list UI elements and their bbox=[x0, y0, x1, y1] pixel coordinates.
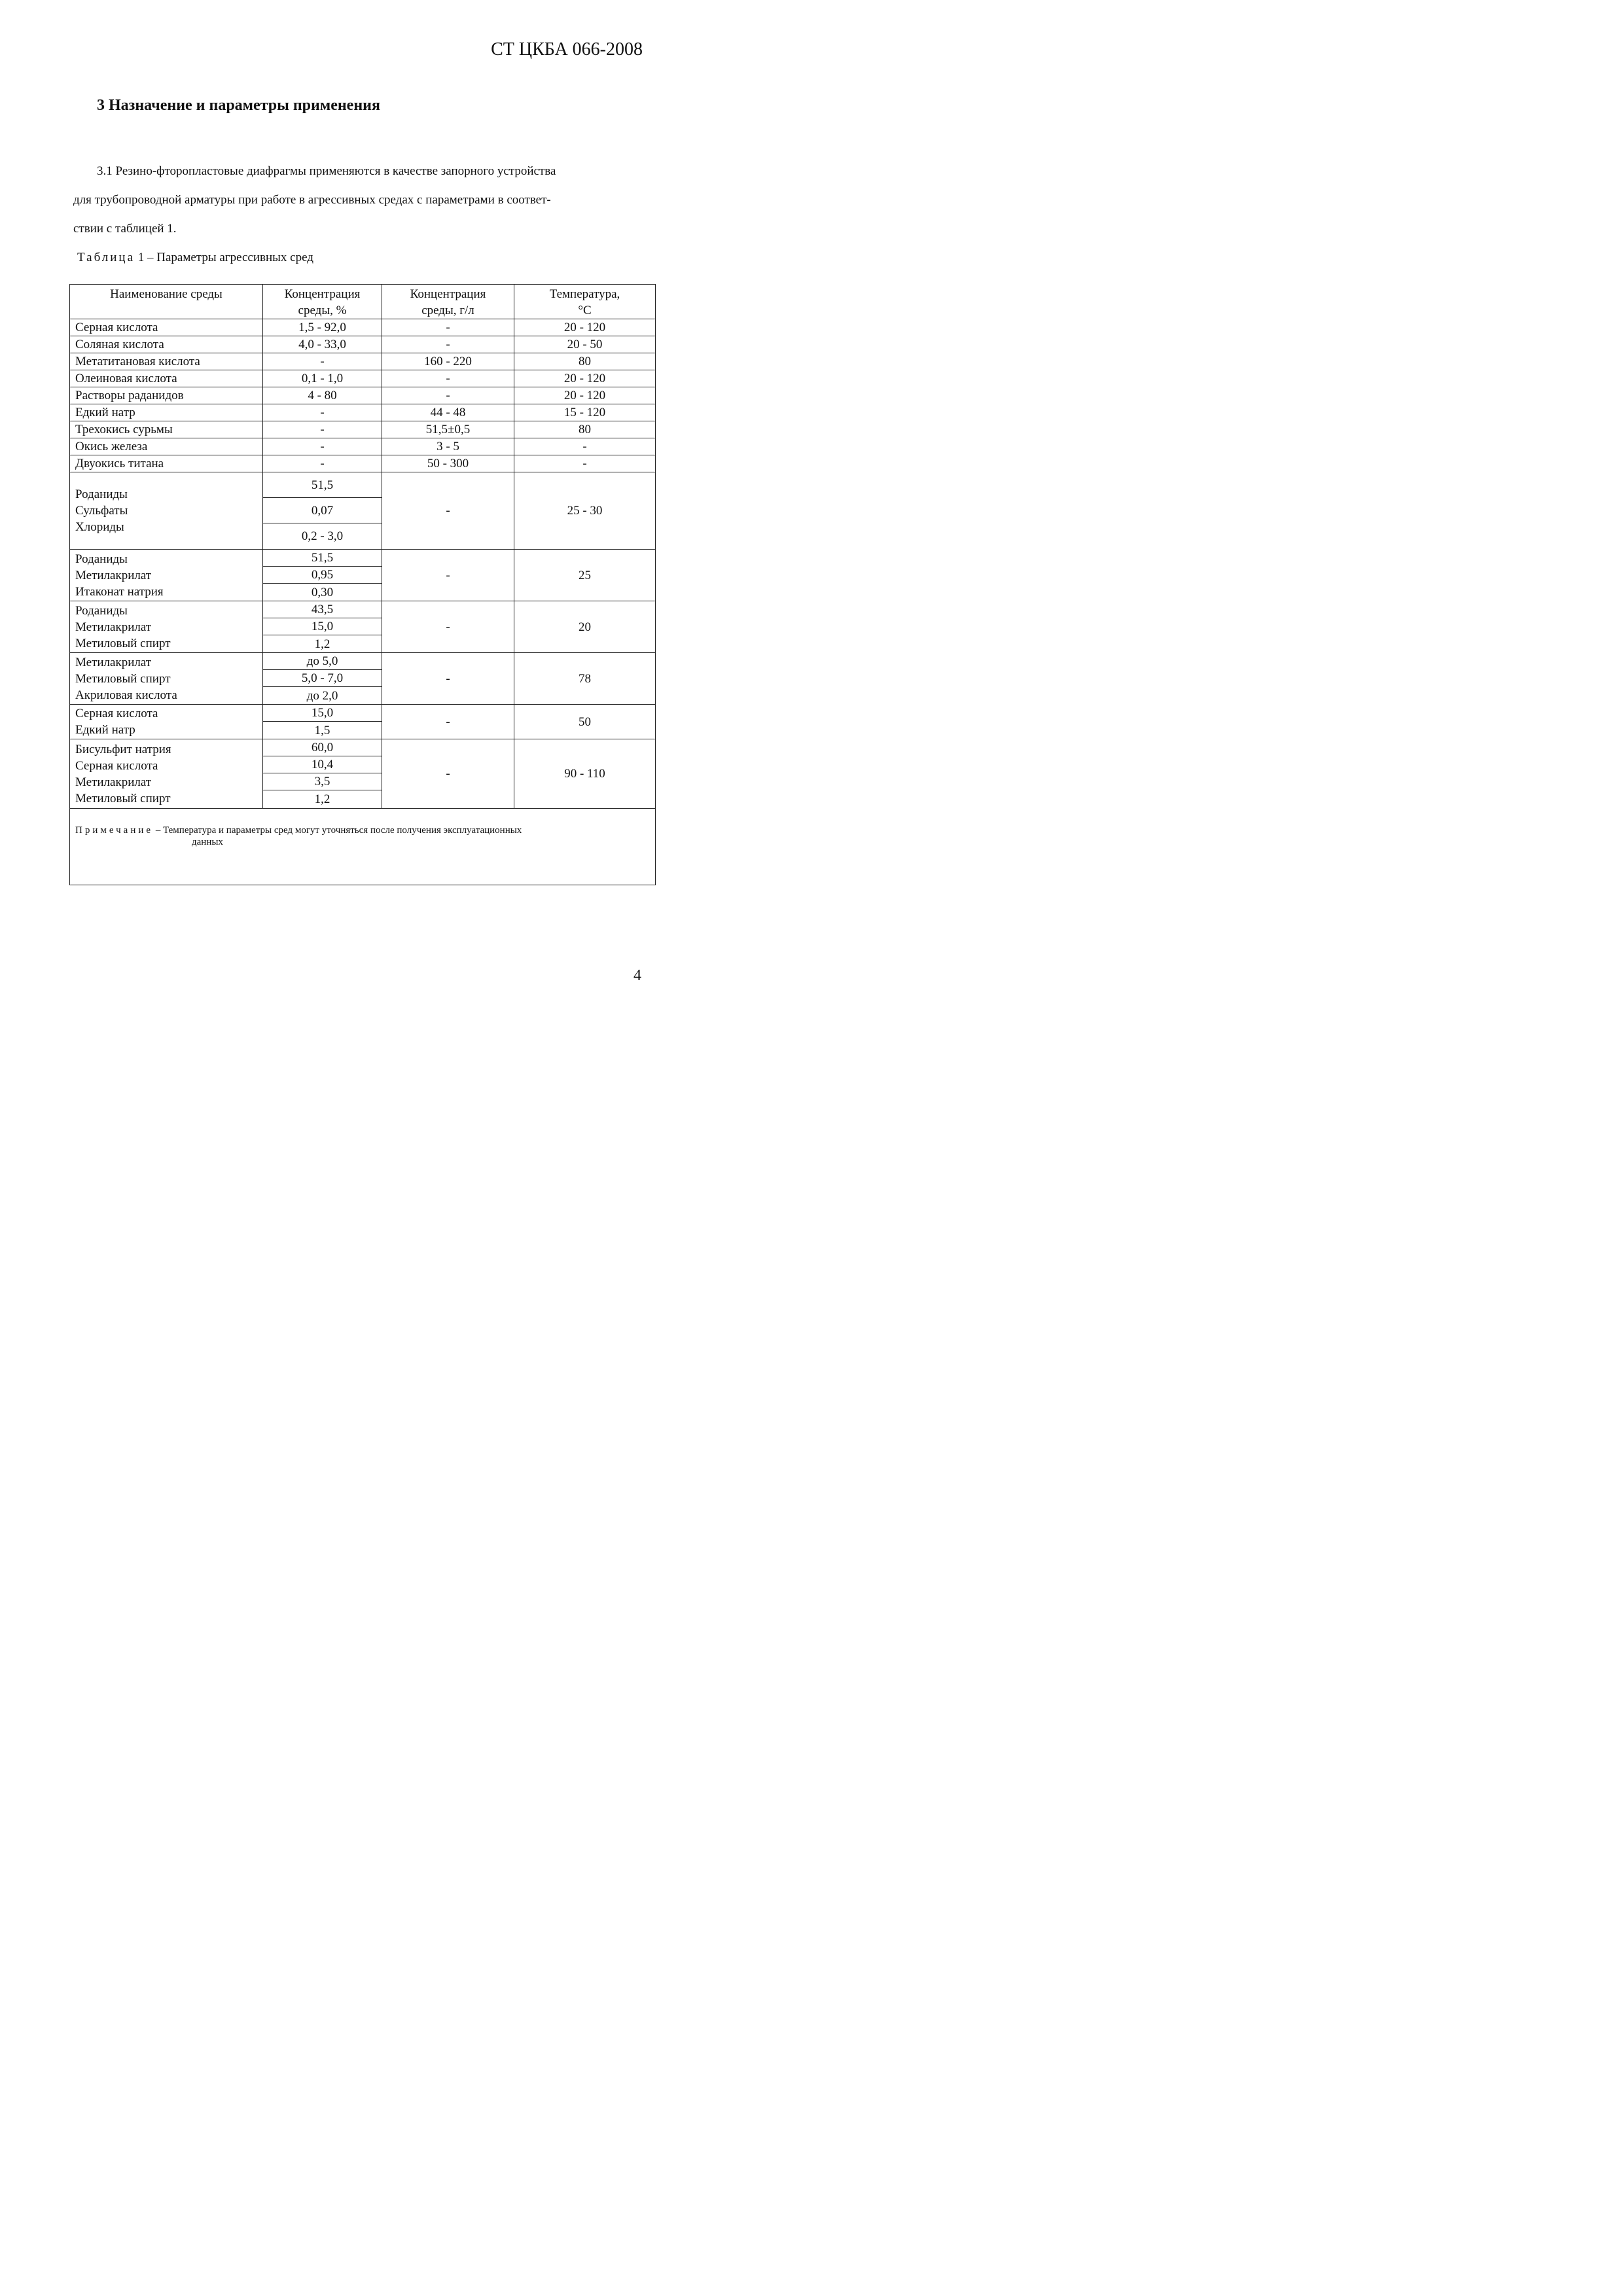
cell-concentration-gl: - bbox=[382, 705, 514, 739]
cell-group-names bbox=[70, 601, 263, 653]
cell-group-names bbox=[70, 653, 263, 705]
cell-medium-name: Двуокись титана bbox=[70, 455, 263, 472]
group-medium-name: Метиловый спирт bbox=[75, 636, 171, 650]
table-group-row bbox=[70, 653, 656, 670]
cell-group-names bbox=[70, 739, 263, 809]
cell-temperature: 90 - 110 bbox=[514, 739, 656, 809]
table-note-row bbox=[70, 809, 656, 885]
table-note bbox=[70, 809, 656, 885]
table-group-row bbox=[70, 550, 656, 567]
cell-concentration-percent: - bbox=[263, 404, 382, 421]
cell-temperature: 25 bbox=[514, 550, 656, 601]
table-caption-text: 1 – Параметры агрессивных сред bbox=[137, 251, 313, 264]
cell-temperature: - bbox=[514, 438, 656, 455]
group-medium-name: Метилакрилат bbox=[75, 775, 152, 789]
group-medium-name: Метиловый спирт bbox=[75, 791, 171, 805]
cell-medium-name: Метатитановая кислота bbox=[70, 353, 263, 370]
cell-medium-name: Олеиновая кислота bbox=[70, 370, 263, 387]
cell-temperature: 78 bbox=[514, 653, 656, 705]
note-text-continued: данных bbox=[192, 837, 223, 847]
cell-concentration-percent: - bbox=[263, 438, 382, 455]
cell-concentration-percent: 1,5 bbox=[263, 722, 382, 739]
cell-medium-name: Окись железа bbox=[70, 438, 263, 455]
table-caption bbox=[77, 251, 313, 265]
cell-concentration-gl: - bbox=[382, 601, 514, 653]
group-medium-name: Итаконат натрия bbox=[75, 584, 164, 599]
cell-temperature: 25 - 30 bbox=[514, 472, 656, 550]
cell-concentration-gl: - bbox=[382, 370, 514, 387]
cell-concentration-percent: - bbox=[263, 455, 382, 472]
cell-temperature: 20 - 120 bbox=[514, 370, 656, 387]
cell-medium-name: Серная кислота bbox=[70, 319, 263, 336]
cell-concentration-percent: - bbox=[263, 421, 382, 438]
cell-concentration-gl: 160 - 220 bbox=[382, 353, 514, 370]
cell-concentration-percent: 4 - 80 bbox=[263, 387, 382, 404]
table-group-row bbox=[70, 739, 656, 756]
parameters-table bbox=[69, 284, 656, 885]
cell-concentration-percent: 51,5 bbox=[263, 472, 382, 498]
cell-medium-name: Соляная кислота bbox=[70, 336, 263, 353]
document-code: СТ ЦКБА 066-2008 bbox=[491, 39, 643, 60]
group-medium-name: Серная кислота bbox=[75, 758, 158, 773]
header-medium-name: Наименование среды bbox=[70, 285, 263, 319]
cell-group-names bbox=[70, 550, 263, 601]
cell-concentration-percent: 0,95 bbox=[263, 567, 382, 584]
cell-concentration-percent: 15,0 bbox=[263, 705, 382, 722]
table-group-row bbox=[70, 472, 656, 498]
cell-concentration-percent: 43,5 bbox=[263, 601, 382, 618]
cell-concentration-percent: 0,30 bbox=[263, 584, 382, 601]
cell-medium-name: Растворы раданидов bbox=[70, 387, 263, 404]
cell-concentration-percent: 0,1 - 1,0 bbox=[263, 370, 382, 387]
paragraph-line: ствии с таблицей 1. bbox=[73, 222, 177, 236]
cell-concentration-gl: 50 - 300 bbox=[382, 455, 514, 472]
note-label: Примечание bbox=[75, 825, 154, 836]
table-caption-label: Таблица bbox=[77, 251, 135, 264]
cell-concentration-percent: 1,2 bbox=[263, 635, 382, 653]
table-header-row bbox=[70, 285, 656, 319]
cell-concentration-gl: 51,5±0,5 bbox=[382, 421, 514, 438]
table-row bbox=[70, 336, 656, 353]
group-medium-name: Метилакрилат bbox=[75, 620, 152, 634]
group-medium-name: Сульфаты bbox=[75, 504, 128, 518]
cell-concentration-percent: 10,4 bbox=[263, 756, 382, 773]
table-row bbox=[70, 387, 656, 404]
table-row bbox=[70, 421, 656, 438]
cell-temperature: 20 - 120 bbox=[514, 319, 656, 336]
table-group-row bbox=[70, 705, 656, 722]
cell-concentration-gl: - bbox=[382, 387, 514, 404]
cell-concentration-percent: 5,0 - 7,0 bbox=[263, 670, 382, 687]
group-medium-name: Едкий натр bbox=[75, 723, 135, 737]
group-medium-name: Метиловый спирт bbox=[75, 671, 171, 686]
table-row bbox=[70, 404, 656, 421]
group-medium-name: Хлориды bbox=[75, 520, 124, 534]
cell-concentration-percent: 0,07 bbox=[263, 498, 382, 523]
paragraph-line: 3.1 Резино-фторопластовые диафрагмы применяются в качестве запорного устройства bbox=[97, 164, 556, 178]
cell-medium-name: Едкий натр bbox=[70, 404, 263, 421]
cell-temperature: 80 bbox=[514, 353, 656, 370]
cell-concentration-percent: 60,0 bbox=[263, 739, 382, 756]
paragraph-line: для трубопроводной арматуры при работе в агрессивных средах с параметрами в соответ- bbox=[73, 193, 551, 207]
cell-concentration-percent: - bbox=[263, 353, 382, 370]
group-medium-name: Роданиды bbox=[75, 603, 128, 618]
cell-temperature: 50 bbox=[514, 705, 656, 739]
page-number: 4 bbox=[633, 967, 641, 984]
cell-temperature: 20 - 50 bbox=[514, 336, 656, 353]
cell-concentration-gl: 44 - 48 bbox=[382, 404, 514, 421]
group-medium-name: Серная кислота bbox=[75, 707, 158, 720]
cell-concentration-gl: - bbox=[382, 472, 514, 550]
cell-concentration-percent: 15,0 bbox=[263, 618, 382, 635]
cell-group-names bbox=[70, 705, 263, 739]
cell-concentration-percent: до 5,0 bbox=[263, 653, 382, 670]
cell-concentration-gl: - bbox=[382, 336, 514, 353]
table-row bbox=[70, 455, 656, 472]
table-row bbox=[70, 438, 656, 455]
table-row bbox=[70, 370, 656, 387]
group-medium-name: Роданиды bbox=[75, 487, 128, 501]
cell-concentration-gl: - bbox=[382, 739, 514, 809]
section-title: 3 Назначение и параметры применения bbox=[97, 97, 380, 114]
paragraph-3-1 bbox=[73, 157, 643, 243]
group-medium-name: Метилакрилат bbox=[75, 568, 152, 582]
group-medium-name: Роданиды bbox=[75, 552, 128, 566]
cell-concentration-percent: 1,2 bbox=[263, 790, 382, 809]
header-concentration-percent: Концентрация среды, % bbox=[263, 285, 382, 319]
cell-temperature: 20 - 120 bbox=[514, 387, 656, 404]
cell-temperature: 15 - 120 bbox=[514, 404, 656, 421]
cell-concentration-gl: - bbox=[382, 653, 514, 705]
table-row bbox=[70, 319, 656, 336]
cell-concentration-percent: до 2,0 bbox=[263, 687, 382, 705]
cell-medium-name: Трехокись сурьмы bbox=[70, 421, 263, 438]
group-medium-name: Бисульфит натрия bbox=[75, 742, 171, 756]
group-medium-name: Метилакрилат bbox=[75, 655, 152, 669]
cell-concentration-percent: 51,5 bbox=[263, 550, 382, 567]
cell-concentration-percent: 1,5 - 92,0 bbox=[263, 319, 382, 336]
table-group-row bbox=[70, 601, 656, 618]
cell-concentration-percent: 3,5 bbox=[263, 773, 382, 790]
cell-temperature: - bbox=[514, 455, 656, 472]
cell-concentration-percent: 4,0 - 33,0 bbox=[263, 336, 382, 353]
note-text: – Температура и параметры сред могут уточняться после получения эксплуатационных bbox=[155, 825, 522, 836]
cell-concentration-percent: 0,2 - 3,0 bbox=[263, 523, 382, 550]
cell-concentration-gl: - bbox=[382, 319, 514, 336]
cell-group-names bbox=[70, 472, 263, 550]
cell-temperature: 20 bbox=[514, 601, 656, 653]
cell-concentration-gl: 3 - 5 bbox=[382, 438, 514, 455]
group-medium-name: Акриловая кислота bbox=[75, 688, 177, 702]
cell-temperature: 80 bbox=[514, 421, 656, 438]
table-row bbox=[70, 353, 656, 370]
cell-concentration-gl: - bbox=[382, 550, 514, 601]
header-concentration-gl: Концентрация среды, г/л bbox=[382, 285, 514, 319]
header-temperature: Температура, °С bbox=[514, 285, 656, 319]
